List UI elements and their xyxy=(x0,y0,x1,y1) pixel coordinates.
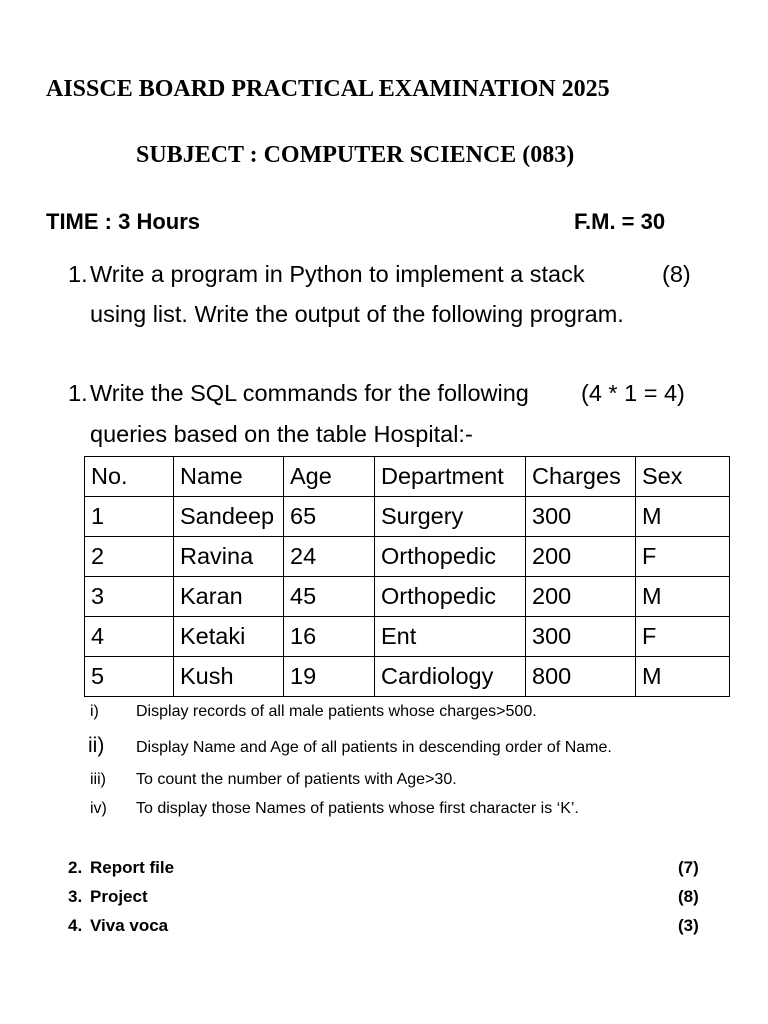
table-cell: 3 xyxy=(85,577,174,617)
subquery-text: Display records of all male patients whose charges>500. xyxy=(136,703,537,720)
item-marks: (8) xyxy=(678,887,699,906)
table-cell: Ravina xyxy=(174,537,284,577)
item-number: 4. xyxy=(68,916,83,935)
table-cell: Karan xyxy=(174,577,284,617)
item-marks: (7) xyxy=(678,858,699,877)
subquery-number: iii) xyxy=(90,771,106,788)
table-cell: M xyxy=(636,577,730,617)
table-cell: 300 xyxy=(526,497,636,537)
subquery-number: i) xyxy=(90,703,99,720)
table-cell: 19 xyxy=(284,657,375,697)
subquery-text: Display Name and Age of all patients in descending order of Name. xyxy=(136,739,612,756)
table-header-cell: Sex xyxy=(636,457,730,497)
table-cell: Orthopedic xyxy=(375,577,526,617)
table-cell: 16 xyxy=(284,617,375,657)
table-header-cell: Department xyxy=(375,457,526,497)
table-cell: 2 xyxy=(85,537,174,577)
question-1-marks: (8) xyxy=(662,261,691,287)
subquery-number: iv) xyxy=(90,800,107,817)
item-number: 2. xyxy=(68,858,83,877)
table-row xyxy=(85,577,730,617)
table-cell: M xyxy=(636,497,730,537)
question-2-line1: Write the SQL commands for the following xyxy=(90,380,529,406)
table-cell: Sandeep xyxy=(174,497,284,537)
item-marks: (3) xyxy=(678,916,699,935)
table-cell: 200 xyxy=(526,577,636,617)
table-header-row xyxy=(85,457,730,497)
table-row xyxy=(85,617,730,657)
table-header-cell: Charges xyxy=(526,457,636,497)
table-cell: 65 xyxy=(284,497,375,537)
table-cell: 45 xyxy=(284,577,375,617)
question-2-number: 1. xyxy=(68,380,88,406)
table-cell: M xyxy=(636,657,730,697)
question-1-number: 1. xyxy=(68,261,88,287)
subject-title: SUBJECT : COMPUTER SCIENCE (083) xyxy=(136,142,575,168)
table-row xyxy=(85,537,730,577)
question-2-line2: queries based on the table Hospital:- xyxy=(90,421,473,447)
item-number: 3. xyxy=(68,887,83,906)
question-2-marks: (4 * 1 = 4) xyxy=(581,380,685,406)
table-row xyxy=(85,497,730,537)
table-row xyxy=(85,657,730,697)
table-cell: Kush xyxy=(174,657,284,697)
table-cell: 5 xyxy=(85,657,174,697)
table-cell: 4 xyxy=(85,617,174,657)
table-cell: Cardiology xyxy=(375,657,526,697)
subquery-text: To display those Names of patients whose first character is ‘K’. xyxy=(136,800,579,817)
table-cell: 800 xyxy=(526,657,636,697)
table-cell: Orthopedic xyxy=(375,537,526,577)
table-cell: 300 xyxy=(526,617,636,657)
table-cell: Ketaki xyxy=(174,617,284,657)
full-marks-label: F.M. = 30 xyxy=(574,209,666,234)
table-header-cell: Age xyxy=(284,457,375,497)
question-1-line1: Write a program in Python to implement a stack xyxy=(90,261,585,287)
table-cell: Surgery xyxy=(375,497,526,537)
exam-title: AISSCE BOARD PRACTICAL EXAMINATION 2025 xyxy=(46,76,610,102)
time-label: TIME : 3 Hours xyxy=(46,209,201,234)
table-header-cell: Name xyxy=(174,457,284,497)
item-project: Project xyxy=(90,887,148,906)
table-cell: 24 xyxy=(284,537,375,577)
subquery-text: To count the number of patients with Age>30. xyxy=(136,771,457,788)
table-cell: Ent xyxy=(375,617,526,657)
subquery-number: ii) xyxy=(88,734,105,757)
item-report-file: Report file xyxy=(90,858,175,877)
table-cell: 1 xyxy=(85,497,174,537)
item-viva-voca: Viva voca xyxy=(90,916,169,935)
table-cell: F xyxy=(636,617,730,657)
hospital-table xyxy=(84,456,730,697)
question-1-line2: using list. Write the output of the following program. xyxy=(90,301,624,327)
table-cell: F xyxy=(636,537,730,577)
table-cell: 200 xyxy=(526,537,636,577)
table-header-cell: No. xyxy=(85,457,174,497)
